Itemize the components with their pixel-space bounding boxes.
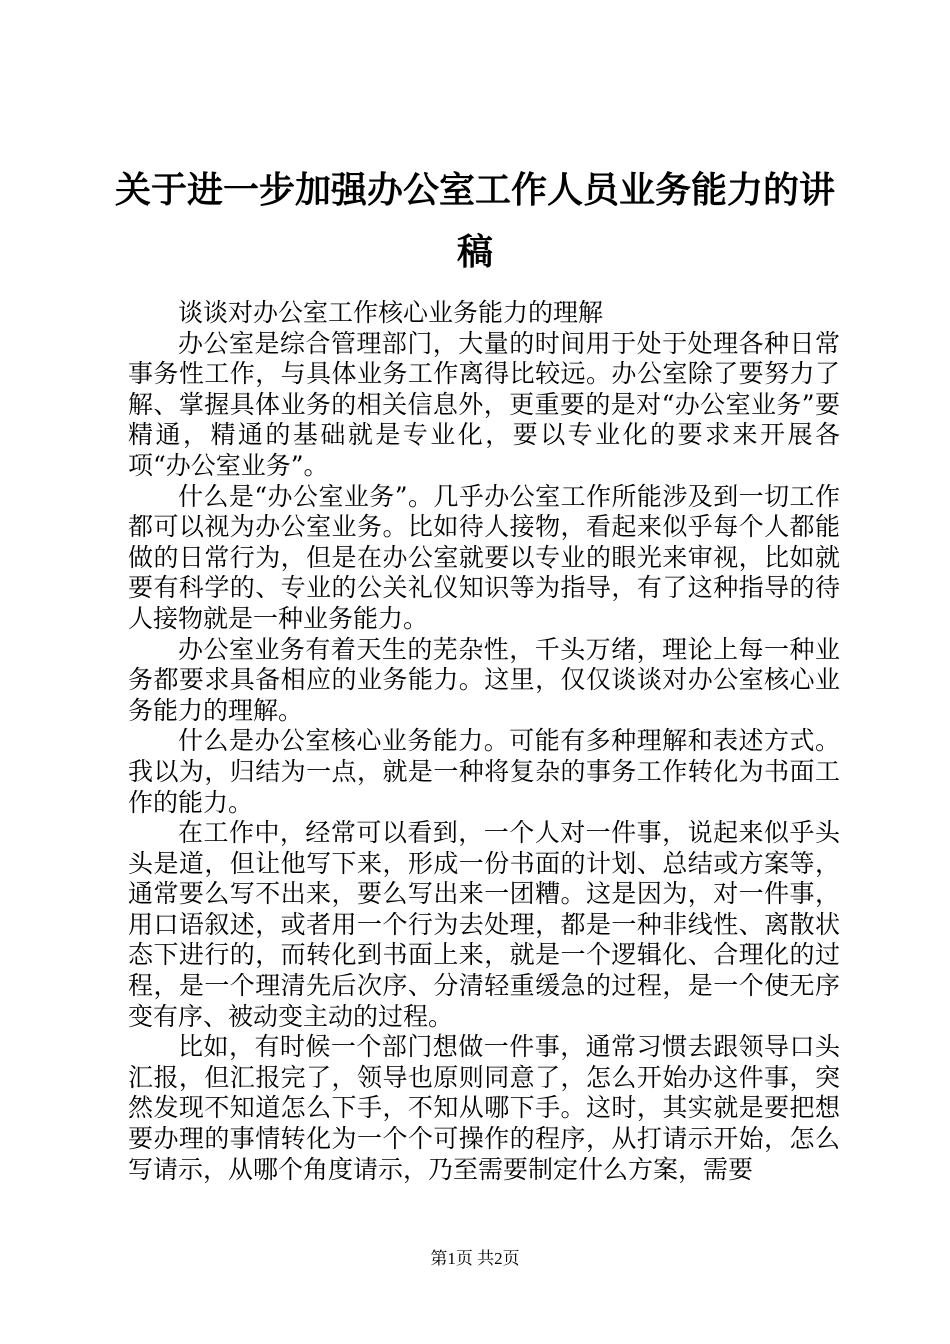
paragraph: 什么是“办公室业务”。几乎办公室工作所能涉及到一切工作都可以视为办公室业务。比如待人接物，看起来似乎每个人都能做的日常行为，但是在办公室就要以专业的眼光来审视，比如就要有科学的、专业的公关礼仪知识等为指导，有了这种指导的待人接物就是一种业务能力。 [128, 481, 840, 633]
paragraph: 在工作中，经常可以看到，一个人对一件事，说起来似乎头头是道，但让他写下来，形成一份书面的计划、总结或方案等，通常要么写不出来，要么写出来一团糟。这是因为，对一件事，用口语叙述，或者用一个行为去处理，都是一种非线性、离散状态下进行的，而转化到书面上来，就是一个逻辑化、合理化的过程，是一个理清先后次序、分清轻重缓急的过程，是一个使无序变有序、被动变主动的过程。 [128, 818, 840, 1031]
paragraph: 比如，有时候一个部门想做一件事，通常习惯去跟领导口头汇报，但汇报完了，领导也原则同意了，怎么开始办这件事，突然发现不知道怎么下手，不知从哪下手。这时，其实就是要把想要办理的事情转化为一个个可操作的程序，从打请示开始，怎么写请示，从哪个角度请示，乃至需要制定什么方案，需要 [128, 1032, 840, 1184]
paragraph: 办公室是综合管理部门，大量的时间用于处于处理各种日常事务性工作，与具体业务工作离得比较远。办公室除了要努力了解、掌握具体业务的相关信息外，更重要的是对“办公室业务”要精通，精通的基础就是专业化，要以专业化的要求来开展各项“办公室业务”。 [128, 328, 840, 480]
page-footer: 第1页 共2页 [430, 1249, 520, 1268]
paragraph-subtitle: 谈谈对办公室工作核心业务能力的理解 [178, 298, 604, 327]
document-body [128, 298, 840, 1185]
paragraph: 办公室业务有着天生的芜杂性，千头万绪，理论上每一种业务都要求具备相应的业务能力。这里，仅仅谈谈对办公室核心业务能力的理解。 [128, 634, 840, 725]
paragraph: 什么是办公室核心业务能力。可能有多种理解和表述方式。我以为，归结为一点，就是一种将复杂的事务工作转化为书面工作的能力。 [128, 726, 840, 817]
document-title: 关于进一步加强办公室工作人员业务能力的讲稿 [114, 170, 835, 273]
